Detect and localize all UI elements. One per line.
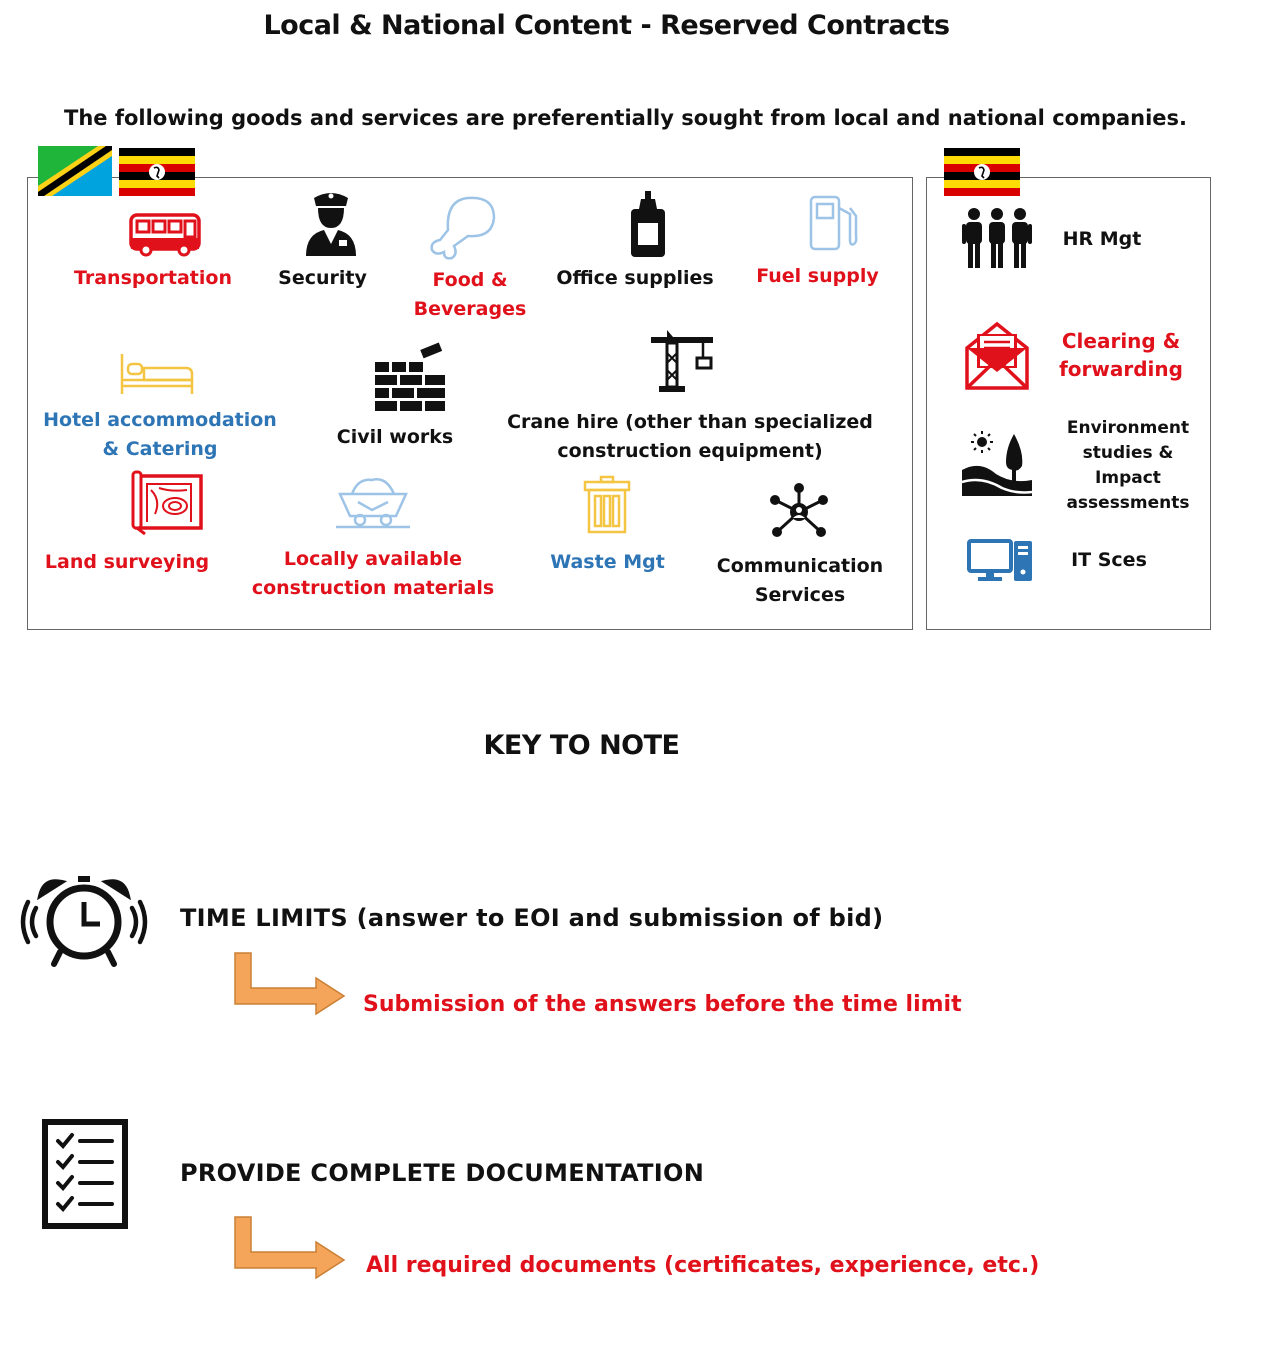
landscape-tree-icon [962, 430, 1032, 496]
network-hub-icon [768, 482, 830, 542]
arrow-icon [234, 952, 346, 1020]
label-waste-mgt: Waste Mgt [550, 551, 665, 573]
label-hotel-catering: Hotel accommodation & Catering [43, 409, 277, 460]
uganda-flag [944, 148, 1020, 196]
label-fuel-supply: Fuel supply [756, 265, 879, 287]
label-communication-services: Communication Services [716, 555, 884, 606]
label-security: Security [278, 267, 367, 289]
label-civil-works: Civil works [336, 426, 454, 448]
bed-icon [120, 354, 194, 394]
note-time-limits-detail: Submission of the answers before the time limit [363, 992, 962, 1017]
glue-bottle-icon [630, 191, 666, 257]
note-documentation-detail: All required documents (certificates, experience, etc.) [366, 1253, 1040, 1278]
label-food-beverages: Food & Beverages [413, 269, 527, 320]
note-documentation: PROVIDE COMPLETE DOCUMENTATION [180, 1159, 705, 1187]
label-land-surveying: Land surveying [44, 551, 210, 573]
page-title: Local & National Content - Reserved Contracts [263, 10, 950, 41]
label-clearing-forwarding: Clearing & forwarding [1059, 329, 1183, 381]
crane-icon [651, 328, 717, 392]
label-hr-mgt: HR Mgt [1062, 228, 1142, 250]
uganda-flag [119, 148, 195, 196]
fuel-pump-icon [808, 194, 860, 252]
desktop-computer-icon [968, 540, 1034, 582]
survey-map-icon [131, 470, 205, 536]
label-environment-studies: Environment studies & Impact assessments [1066, 418, 1190, 513]
checklist-icon [42, 1119, 128, 1229]
bus-icon [130, 212, 200, 256]
key-title: KEY TO NOTE [483, 730, 680, 761]
tanzania-flag [38, 146, 112, 196]
people-group-icon [962, 206, 1032, 270]
arrow-icon [234, 1216, 346, 1284]
envelope-letter-icon [964, 320, 1030, 390]
label-crane-hire: Crane hire (other than specialized construction equipment) [507, 411, 873, 462]
chicken-leg-icon [428, 194, 498, 262]
label-transportation: Transportation [73, 267, 232, 289]
label-it-sces: IT Sces [1071, 549, 1147, 571]
intro-text: The following goods and services are preferentially sought from local and national companies. [64, 106, 1188, 130]
note-time-limits: TIME LIMITS (answer to EOI and submission of bid) [180, 904, 884, 932]
brick-wall-icon [375, 342, 445, 412]
mine-cart-icon [336, 472, 410, 530]
security-guard-icon [304, 190, 358, 256]
trash-bin-icon [583, 476, 631, 534]
alarm-clock-icon [22, 874, 146, 966]
label-construction-materials: Locally available construction materials [251, 548, 495, 599]
label-office-supplies: Office supplies [556, 267, 714, 289]
